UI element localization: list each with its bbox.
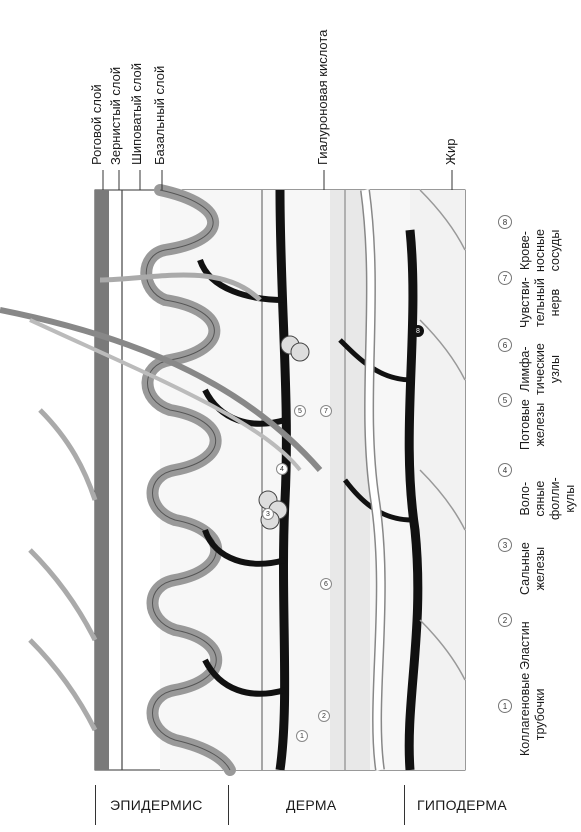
hair-shaft [40, 410, 95, 500]
legend-label-4: Воло- сяные фолли- кулы [518, 477, 577, 520]
hypodermis-region [410, 190, 465, 770]
marker-sebaceous: 3 [262, 508, 274, 520]
legend-label-2: Эластин [518, 621, 532, 670]
section-separator [404, 785, 405, 825]
legend-label-7: Чувстви- тельный нерв [518, 277, 562, 328]
marker-elastin: 2 [318, 710, 330, 722]
section-dermis: ДЕРМА [286, 797, 337, 813]
legend-number-5: 5 [498, 393, 512, 407]
section-epidermis: ЭПИДЕРМИС [110, 797, 203, 813]
marker-lymph-node: 6 [320, 578, 332, 590]
legend-number-2: 2 [498, 613, 512, 627]
section-separator [95, 785, 96, 825]
legend-number-6: 6 [498, 338, 512, 352]
legend-number-8: 8 [498, 215, 512, 229]
label-fat: Жир [443, 138, 458, 165]
stratum-corneum-band [95, 190, 109, 770]
hair-shaft [30, 550, 95, 640]
hair-shaft [30, 640, 95, 730]
legend-number-7: 7 [498, 271, 512, 285]
label-stratum-granulosum: Зернистый слой [108, 66, 123, 165]
marker-collagen: 1 [296, 730, 308, 742]
section-separator [228, 785, 229, 825]
legend-label-5: Потовые железы [518, 399, 547, 450]
legend-label-8: Крове- носные сосуды [518, 229, 562, 272]
marker-blood-vessel: 8 [412, 325, 424, 337]
marker-hair-follicle: 4 [276, 463, 288, 475]
marker-nerve: 7 [320, 405, 332, 417]
legend-number-4: 4 [498, 463, 512, 477]
marker-sweat-gland: 5 [294, 405, 306, 417]
label-hyaluronic-acid: Гиалуроновая кислота [315, 29, 330, 165]
legend-number-1: 1 [498, 699, 512, 713]
hyaluronic-band [330, 190, 370, 770]
legend-label-1: Коллагеновые трубочки [518, 672, 547, 756]
label-stratum-spinosum: Шиповатый слой [129, 62, 144, 165]
label-stratum-corneum: Роговой слой [89, 84, 104, 165]
label-stratum-basale: Базальный слой [152, 65, 167, 165]
legend-number-3: 3 [498, 538, 512, 552]
legend-label-6: Лимфа- тические узлы [518, 343, 562, 395]
section-hypodermis: ГИПОДЕРМА [417, 797, 507, 813]
legend-label-3: Сальные железы [518, 542, 547, 595]
